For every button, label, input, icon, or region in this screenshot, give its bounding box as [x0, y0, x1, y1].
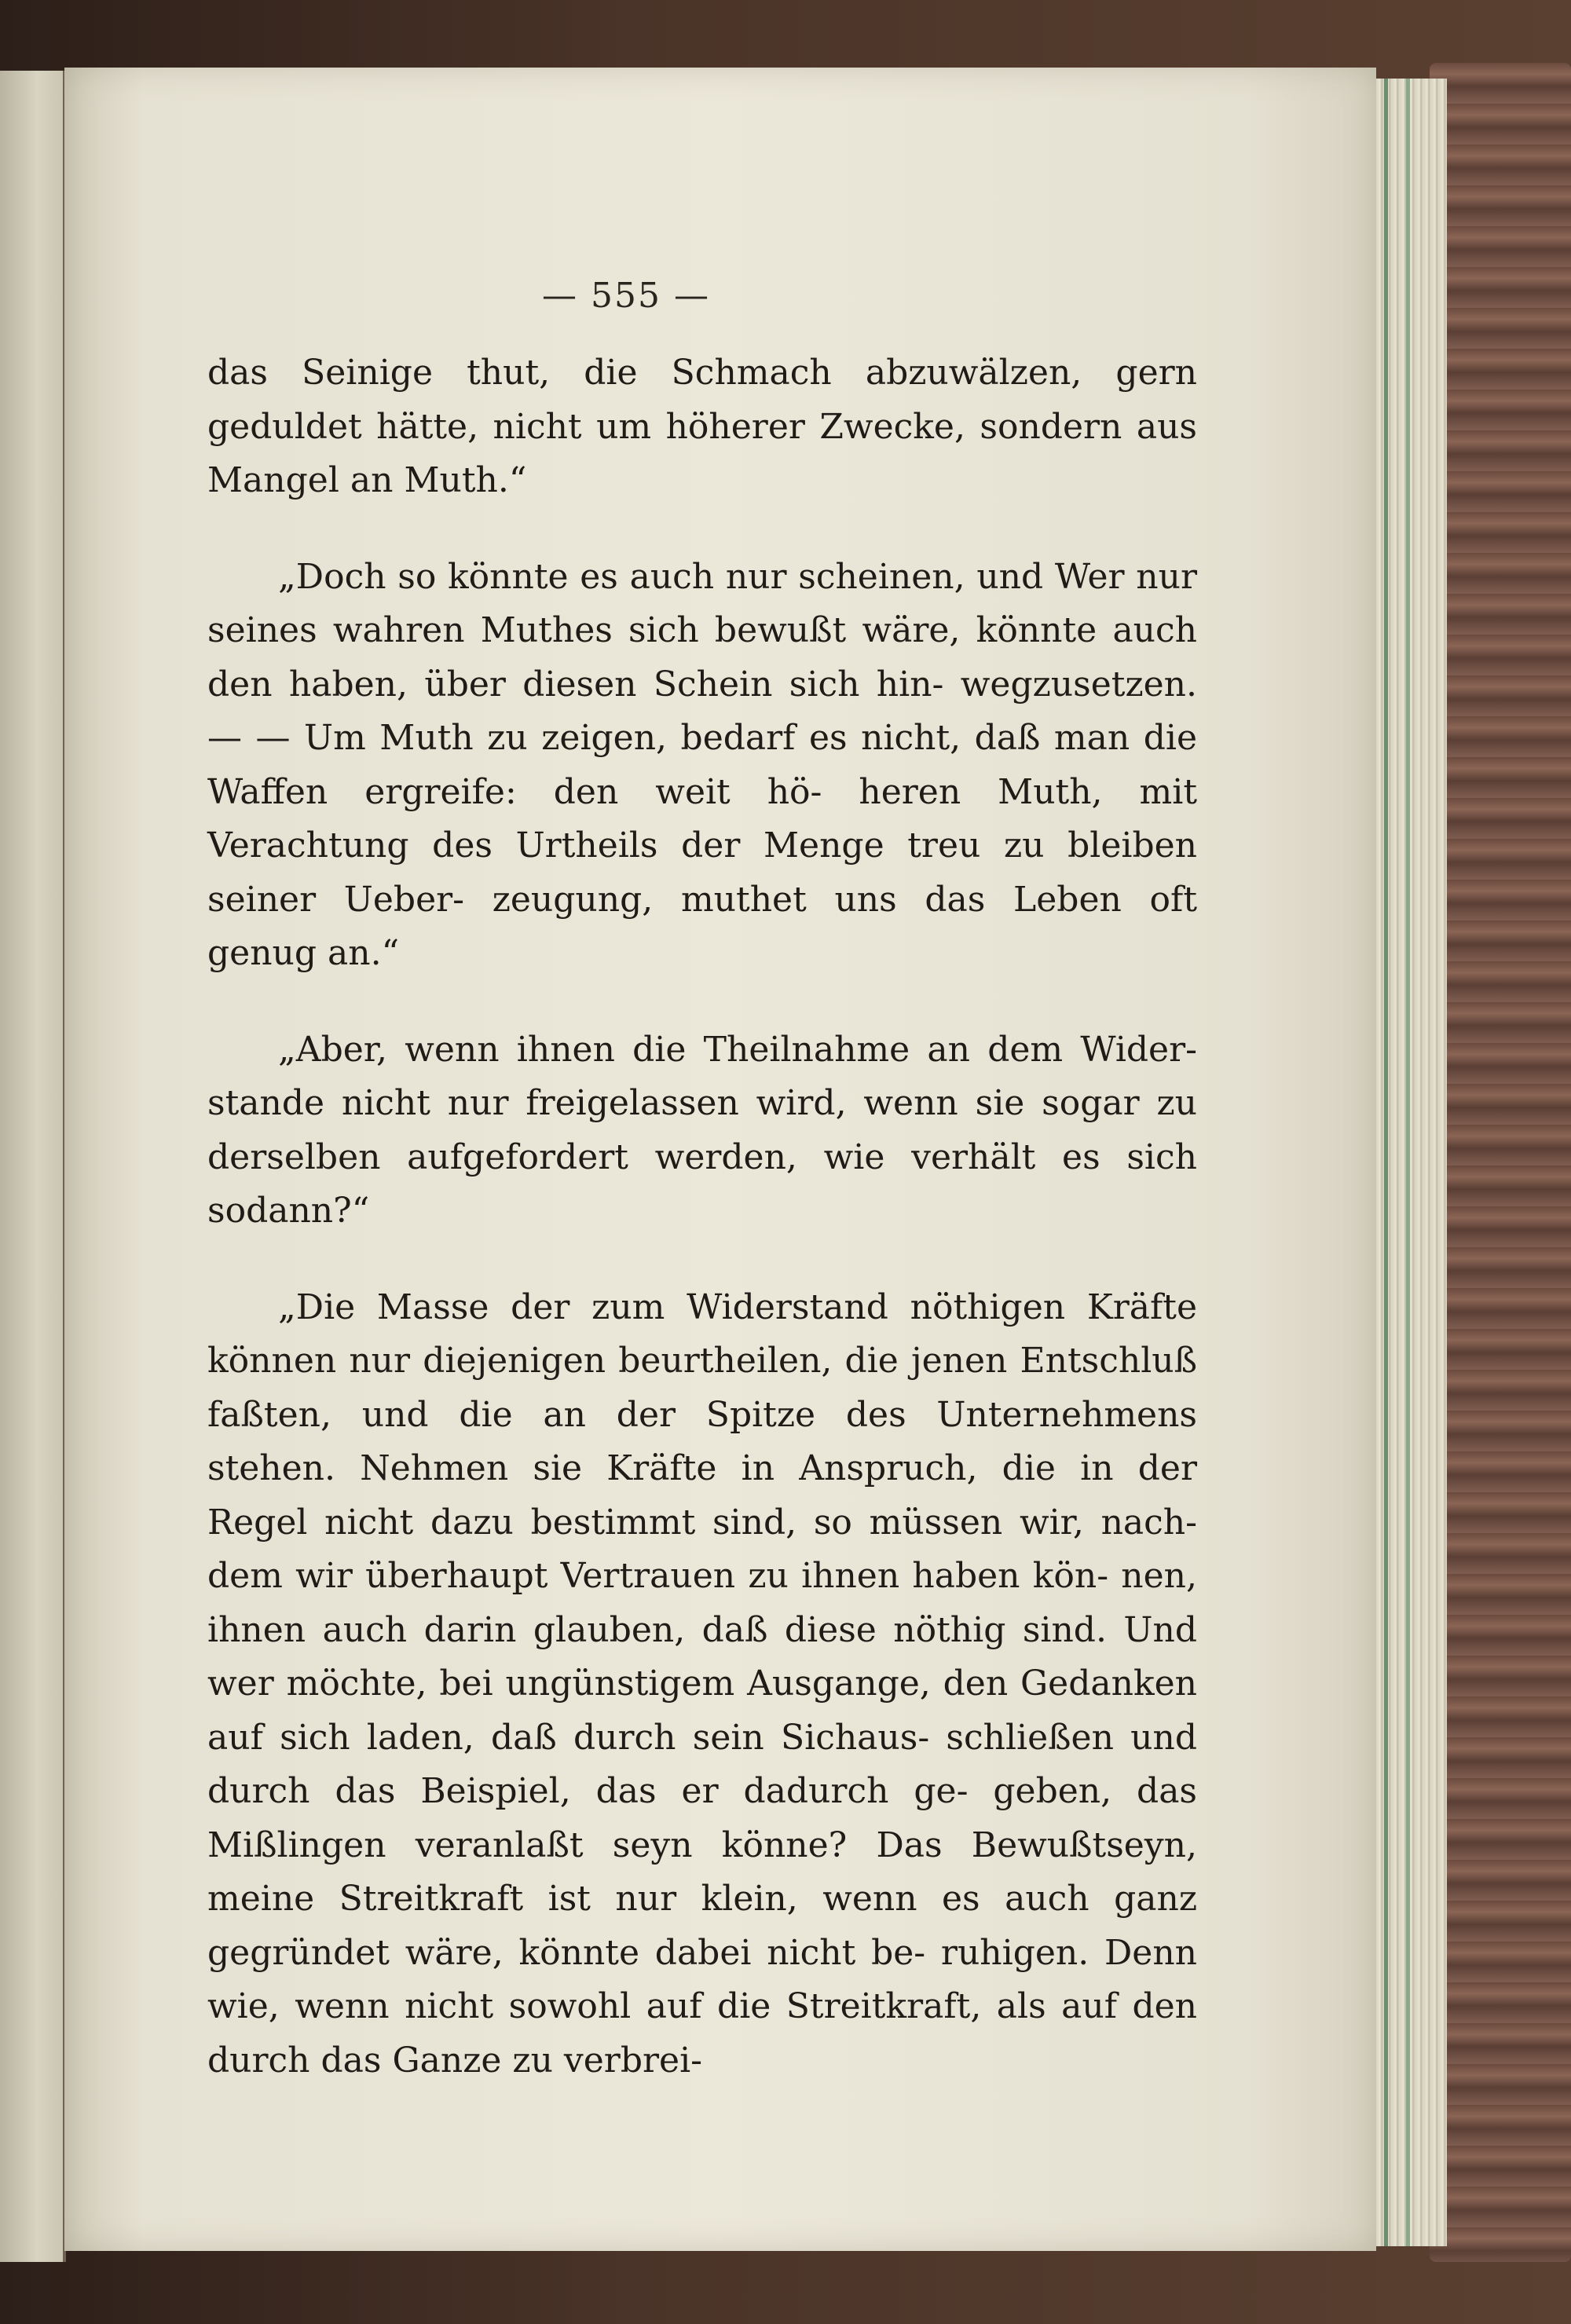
page-text [207, 346, 1197, 2088]
page-edge-line [1384, 79, 1388, 2246]
book-cover-edge [1430, 63, 1571, 2262]
book-page [64, 68, 1376, 2251]
page-number: — 555 — [542, 276, 710, 316]
paragraph: „Aber, wenn ihnen die Theilnahme an dem Wider- stande nicht nur freigelassen wird, wenn sie sogar zu derselben aufgefordert werden, wie verhält es sich sodann?“ [207, 1029, 1197, 1231]
paragraph: „Die Masse der zum Widerstand nöthigen Kräfte können nur diejenigen beurtheilen, die jenen Entschluß faßten, und die an der Spitze des Unternehmens stehen. Nehmen sie Kräfte in Anspruch, die in der Regel nicht dazu bestimmt sind, so müssen wir, nach- dem wir überhaupt Vertrauen zu ihnen haben kön- nen, ihnen auch darin glauben, daß diese nöthig sind. Und wer möchte, bei ungünstigem Ausgange, den Gedanken auf sich laden, daß durch sein Sichaus- schließen und durch das Beispiel, das er dadurch ge- geben, das Mißlingen veranlaßt seyn könne? Das Bewußtseyn, meine Streitkraft ist nur klein, wenn es auch ganz gegründet wäre, könnte dabei nicht be- ruhigen. Denn wie, wenn nicht sowohl auf die Streitkraft, als auf den durch das Ganze zu verbrei- [207, 1286, 1197, 2081]
paragraph: das Seinige thut, die Schmach abzuwälzen, gern geduldet hätte, nicht um höherer Zwecke, sondern aus Mangel an Muth.“ [207, 353, 1197, 500]
page-edge-line [1406, 79, 1410, 2246]
paragraph: „Doch so könnte es auch nur scheinen, und Wer nur seines wahren Muthes sich bewußt wäre, könnte auch den haben, über diesen Schein sich hin- wegzusetzen. — — Um Muth zu zeigen, bedarf es nicht, daß man die Waffen ergreife: den weit hö- heren Muth, mit Verachtung des Urtheils der Menge treu zu bleiben seiner Ueber- zeugung, muthet uns das Leben oft genug an.“ [207, 556, 1197, 973]
previous-page-edge [0, 71, 66, 2262]
